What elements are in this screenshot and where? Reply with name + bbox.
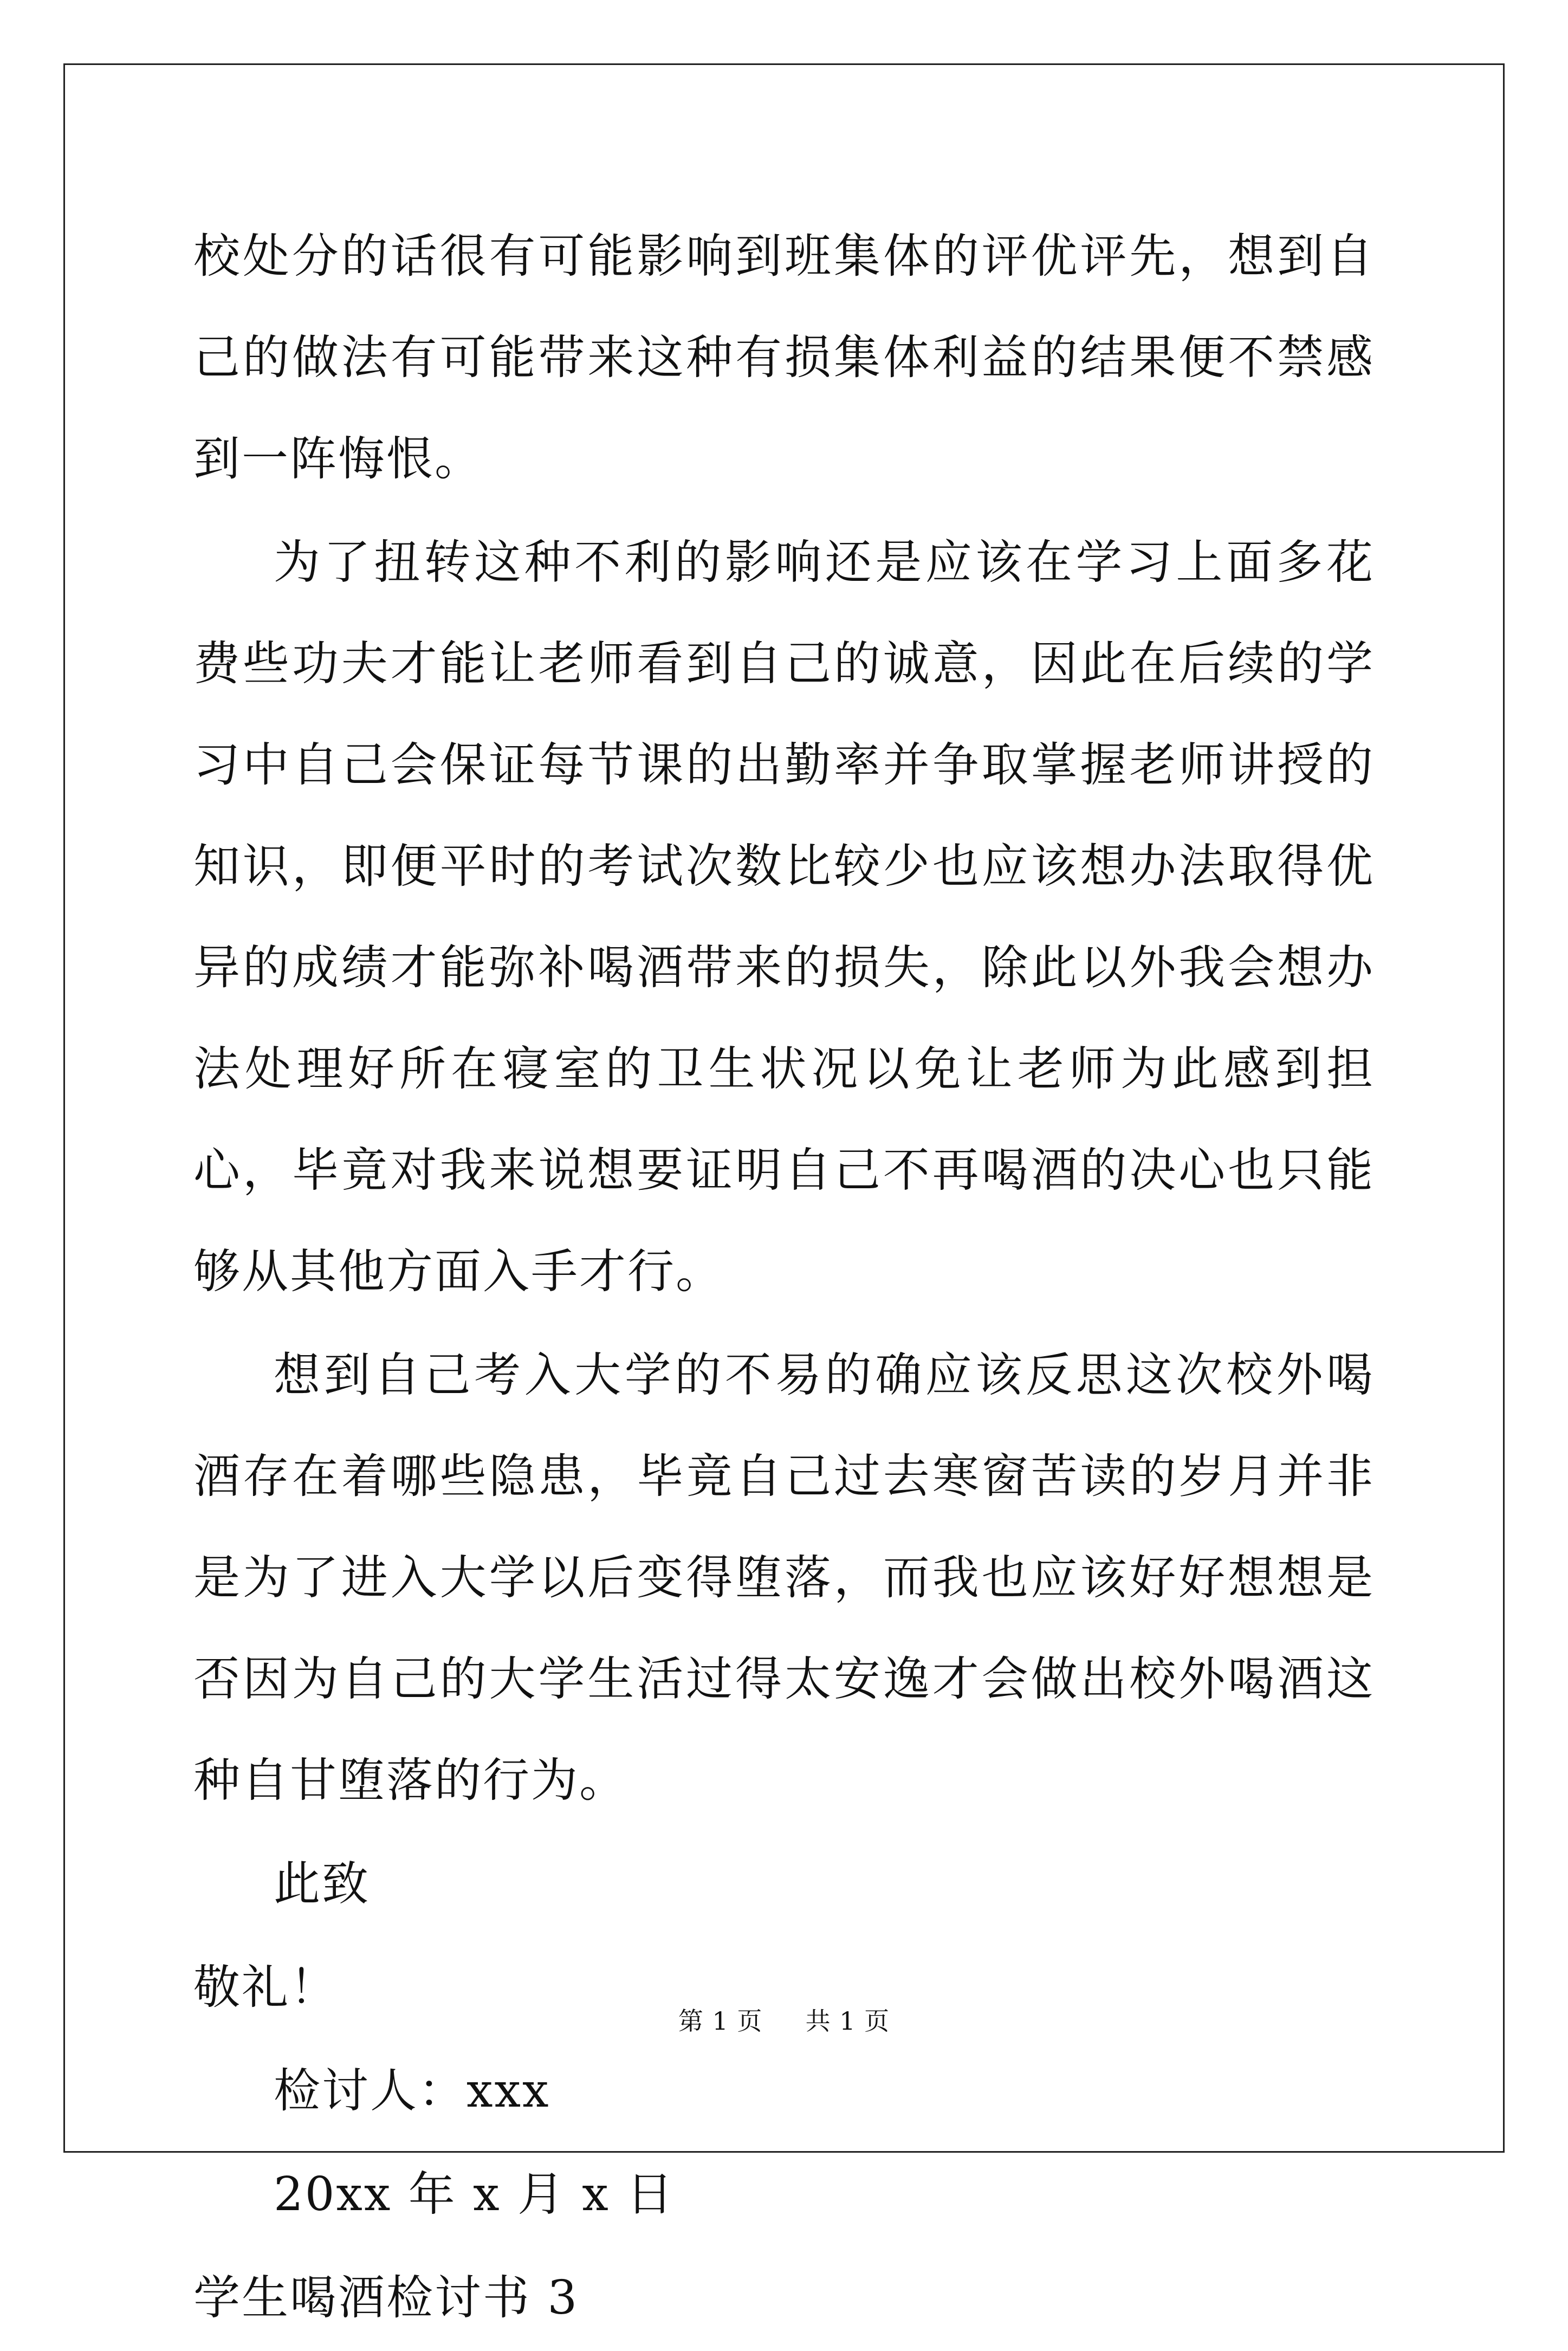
salute-line: 敬礼！	[193, 1960, 338, 2015]
closing-line: 此致	[274, 1857, 370, 1911]
next-section-title: 学生喝酒检讨书 3	[193, 2271, 579, 2325]
paragraph-3: 想到自己考入大学的不易的确应该反思这次校外喝酒存在着哪些隐患，毕竟自己过去寒窗苦读的岁月并非是为了进入大学以后变得堕落，而我也应该好好想想是否因为自己的大学生活过得太安逸才会做出校外喝酒这种自甘堕落的行为。	[193, 1348, 1375, 1808]
date-line: 20xx 年 x 月 x 日	[274, 2167, 675, 2222]
page-number-current: 第 1 页	[678, 2006, 763, 2036]
paragraph-2: 为了扭转这种不利的影响还是应该在学习上面多花费些功夫才能让老师看到自己的诚意，因此在后续的学习中自己会保证每节课的出勤率并争取掌握老师讲授的知识，即便平时的考试次数比较少也应该想办法取得优异的成绩才能弥补喝酒带来的损失，除此以外我会想办法处理好所在寝室的卫生状况以免让老师为此感到担心，毕竟对我来说想要证明自己不再喝酒的决心也只能够从其他方面入手才行。	[193, 535, 1375, 1299]
page-number-total: 共 1 页	[805, 2006, 890, 2036]
signer-line: 检讨人：xxx	[274, 2064, 550, 2118]
paragraph-1: 校处分的话很有可能影响到班集体的评优评先，想到自己的做法有可能带来这种有损集体利益的结果便不禁感到一阵悔恨。	[193, 229, 1375, 486]
page-footer	[0, 2005, 1568, 2037]
